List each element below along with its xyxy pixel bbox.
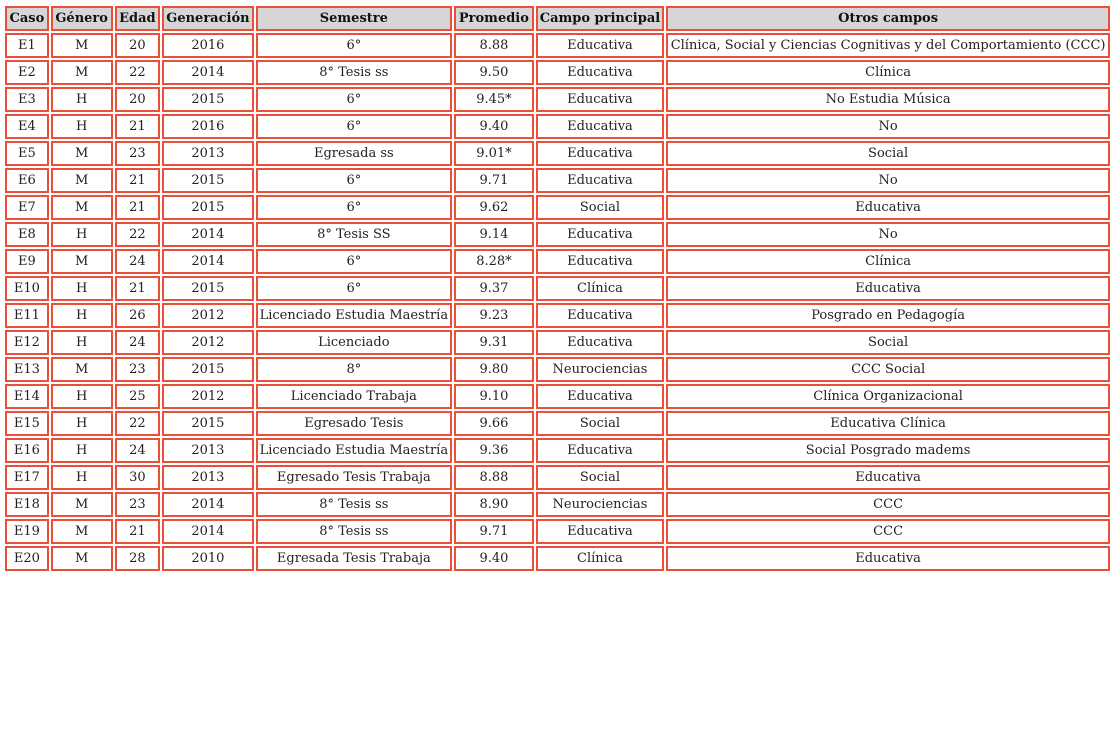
header-promedio: Promedio bbox=[454, 6, 534, 31]
cell-caso: E13 bbox=[5, 357, 49, 382]
table-row bbox=[5, 195, 1110, 220]
table-row bbox=[5, 357, 1110, 382]
cell-semestre: Licenciado Estudia Maestría bbox=[256, 438, 453, 463]
cell-generacion: 2014 bbox=[162, 492, 253, 517]
cell-promedio: 9.36 bbox=[454, 438, 534, 463]
table-container bbox=[3, 4, 1112, 573]
data-table bbox=[3, 4, 1112, 573]
cell-campo-principal: Educativa bbox=[536, 438, 664, 463]
cell-edad: 28 bbox=[115, 546, 161, 571]
cell-otros-campos: Clínica bbox=[666, 60, 1110, 85]
table-row bbox=[5, 168, 1110, 193]
cell-caso: E19 bbox=[5, 519, 49, 544]
cell-genero: H bbox=[51, 222, 113, 247]
cell-campo-principal: Educativa bbox=[536, 114, 664, 139]
cell-generacion: 2015 bbox=[162, 87, 253, 112]
cell-promedio: 9.40 bbox=[454, 546, 534, 571]
cell-edad: 22 bbox=[115, 60, 161, 85]
table-row bbox=[5, 60, 1110, 85]
table-row bbox=[5, 519, 1110, 544]
cell-caso: E20 bbox=[5, 546, 49, 571]
cell-otros-campos: Social Posgrado madems bbox=[666, 438, 1110, 463]
cell-otros-campos: No Estudia Música bbox=[666, 87, 1110, 112]
cell-edad: 22 bbox=[115, 411, 161, 436]
cell-genero: M bbox=[51, 492, 113, 517]
cell-campo-principal: Clínica bbox=[536, 276, 664, 301]
cell-caso: E11 bbox=[5, 303, 49, 328]
cell-generacion: 2012 bbox=[162, 303, 253, 328]
table-row bbox=[5, 330, 1110, 355]
cell-promedio: 9.31 bbox=[454, 330, 534, 355]
cell-caso: E17 bbox=[5, 465, 49, 490]
cell-genero: M bbox=[51, 141, 113, 166]
cell-generacion: 2016 bbox=[162, 114, 253, 139]
cell-otros-campos: Educativa bbox=[666, 276, 1110, 301]
cell-semestre: 6° bbox=[256, 33, 453, 58]
cell-generacion: 2015 bbox=[162, 168, 253, 193]
cell-generacion: 2012 bbox=[162, 330, 253, 355]
table-row bbox=[5, 33, 1110, 58]
cell-promedio: 9.14 bbox=[454, 222, 534, 247]
cell-promedio: 9.50 bbox=[454, 60, 534, 85]
cell-campo-principal: Educativa bbox=[536, 60, 664, 85]
cell-semestre: Egresado Tesis Trabaja bbox=[256, 465, 453, 490]
cell-otros-campos: Posgrado en Pedagogía bbox=[666, 303, 1110, 328]
cell-semestre: Egresado Tesis bbox=[256, 411, 453, 436]
cell-generacion: 2013 bbox=[162, 438, 253, 463]
cell-otros-campos: CCC Social bbox=[666, 357, 1110, 382]
cell-otros-campos: CCC bbox=[666, 519, 1110, 544]
cell-promedio: 9.80 bbox=[454, 357, 534, 382]
table-row bbox=[5, 249, 1110, 274]
cell-semestre: 6° bbox=[256, 87, 453, 112]
cell-semestre: 8° Tesis ss bbox=[256, 60, 453, 85]
cell-caso: E3 bbox=[5, 87, 49, 112]
cell-caso: E5 bbox=[5, 141, 49, 166]
cell-genero: M bbox=[51, 519, 113, 544]
cell-generacion: 2012 bbox=[162, 384, 253, 409]
cell-genero: M bbox=[51, 195, 113, 220]
cell-promedio: 8.90 bbox=[454, 492, 534, 517]
cell-generacion: 2014 bbox=[162, 60, 253, 85]
cell-promedio: 9.45* bbox=[454, 87, 534, 112]
cell-edad: 26 bbox=[115, 303, 161, 328]
cell-campo-principal: Educativa bbox=[536, 330, 664, 355]
header-edad: Edad bbox=[115, 6, 161, 31]
cell-semestre: Licenciado Trabaja bbox=[256, 384, 453, 409]
cell-genero: H bbox=[51, 465, 113, 490]
cell-generacion: 2015 bbox=[162, 357, 253, 382]
cell-otros-campos: Clínica, Social y Ciencias Cognitivas y del Comportamiento (CCC) bbox=[666, 33, 1110, 58]
cell-promedio: 9.62 bbox=[454, 195, 534, 220]
cell-genero: H bbox=[51, 384, 113, 409]
cell-generacion: 2014 bbox=[162, 249, 253, 274]
cell-otros-campos: Social bbox=[666, 330, 1110, 355]
cell-caso: E16 bbox=[5, 438, 49, 463]
cell-edad: 20 bbox=[115, 87, 161, 112]
cell-campo-principal: Neurociencias bbox=[536, 492, 664, 517]
cell-campo-principal: Social bbox=[536, 465, 664, 490]
cell-edad: 21 bbox=[115, 276, 161, 301]
cell-caso: E4 bbox=[5, 114, 49, 139]
cell-caso: E2 bbox=[5, 60, 49, 85]
cell-generacion: 2014 bbox=[162, 222, 253, 247]
cell-genero: M bbox=[51, 546, 113, 571]
cell-campo-principal: Educativa bbox=[536, 168, 664, 193]
header-genero: Género bbox=[51, 6, 113, 31]
cell-generacion: 2010 bbox=[162, 546, 253, 571]
cell-caso: E1 bbox=[5, 33, 49, 58]
cell-genero: M bbox=[51, 33, 113, 58]
cell-edad: 23 bbox=[115, 492, 161, 517]
cell-caso: E12 bbox=[5, 330, 49, 355]
table-row bbox=[5, 114, 1110, 139]
cell-otros-campos: Educativa Clínica bbox=[666, 411, 1110, 436]
cell-semestre: Licenciado bbox=[256, 330, 453, 355]
cell-otros-campos: Educativa bbox=[666, 465, 1110, 490]
cell-semestre: 8° Tesis SS bbox=[256, 222, 453, 247]
header-row bbox=[5, 6, 1110, 31]
cell-campo-principal: Educativa bbox=[536, 33, 664, 58]
table-row bbox=[5, 411, 1110, 436]
table-row bbox=[5, 222, 1110, 247]
cell-promedio: 9.01* bbox=[454, 141, 534, 166]
table-row bbox=[5, 465, 1110, 490]
cell-edad: 24 bbox=[115, 330, 161, 355]
cell-caso: E10 bbox=[5, 276, 49, 301]
cell-caso: E7 bbox=[5, 195, 49, 220]
cell-promedio: 9.71 bbox=[454, 519, 534, 544]
cell-edad: 24 bbox=[115, 438, 161, 463]
cell-edad: 21 bbox=[115, 195, 161, 220]
cell-generacion: 2014 bbox=[162, 519, 253, 544]
cell-edad: 21 bbox=[115, 168, 161, 193]
cell-campo-principal: Educativa bbox=[536, 222, 664, 247]
cell-otros-campos: No bbox=[666, 222, 1110, 247]
cell-genero: H bbox=[51, 114, 113, 139]
cell-caso: E15 bbox=[5, 411, 49, 436]
cell-generacion: 2016 bbox=[162, 33, 253, 58]
cell-genero: M bbox=[51, 60, 113, 85]
cell-edad: 22 bbox=[115, 222, 161, 247]
cell-edad: 30 bbox=[115, 465, 161, 490]
cell-campo-principal: Social bbox=[536, 411, 664, 436]
cell-edad: 23 bbox=[115, 141, 161, 166]
cell-genero: H bbox=[51, 411, 113, 436]
cell-edad: 25 bbox=[115, 384, 161, 409]
cell-campo-principal: Educativa bbox=[536, 87, 664, 112]
cell-campo-principal: Educativa bbox=[536, 384, 664, 409]
cell-genero: M bbox=[51, 357, 113, 382]
cell-promedio: 8.28* bbox=[454, 249, 534, 274]
table-row bbox=[5, 492, 1110, 517]
cell-otros-campos: No bbox=[666, 168, 1110, 193]
table-row bbox=[5, 438, 1110, 463]
cell-promedio: 9.23 bbox=[454, 303, 534, 328]
cell-edad: 20 bbox=[115, 33, 161, 58]
cell-semestre: 8° bbox=[256, 357, 453, 382]
cell-promedio: 8.88 bbox=[454, 33, 534, 58]
cell-caso: E9 bbox=[5, 249, 49, 274]
cell-otros-campos: Educativa bbox=[666, 195, 1110, 220]
cell-edad: 24 bbox=[115, 249, 161, 274]
cell-promedio: 9.37 bbox=[454, 276, 534, 301]
table-row bbox=[5, 141, 1110, 166]
cell-promedio: 9.10 bbox=[454, 384, 534, 409]
cell-otros-campos: CCC bbox=[666, 492, 1110, 517]
cell-generacion: 2013 bbox=[162, 141, 253, 166]
cell-genero: H bbox=[51, 438, 113, 463]
cell-campo-principal: Social bbox=[536, 195, 664, 220]
header-caso: Caso bbox=[5, 6, 49, 31]
cell-semestre: 8° Tesis ss bbox=[256, 492, 453, 517]
cell-generacion: 2015 bbox=[162, 276, 253, 301]
table-row bbox=[5, 384, 1110, 409]
cell-generacion: 2015 bbox=[162, 411, 253, 436]
cell-edad: 21 bbox=[115, 519, 161, 544]
cell-genero: M bbox=[51, 249, 113, 274]
header-semestre: Semestre bbox=[256, 6, 453, 31]
cell-otros-campos: Clínica bbox=[666, 249, 1110, 274]
cell-caso: E14 bbox=[5, 384, 49, 409]
cell-semestre: 8° Tesis ss bbox=[256, 519, 453, 544]
cell-edad: 21 bbox=[115, 114, 161, 139]
cell-campo-principal: Educativa bbox=[536, 249, 664, 274]
cell-semestre: Egresada Tesis Trabaja bbox=[256, 546, 453, 571]
cell-genero: M bbox=[51, 168, 113, 193]
cell-campo-principal: Educativa bbox=[536, 141, 664, 166]
cell-semestre: Licenciado Estudia Maestría bbox=[256, 303, 453, 328]
cell-otros-campos: Clínica Organizacional bbox=[666, 384, 1110, 409]
cell-otros-campos: Social bbox=[666, 141, 1110, 166]
cell-generacion: 2013 bbox=[162, 465, 253, 490]
cell-semestre: 6° bbox=[256, 195, 453, 220]
table-row bbox=[5, 546, 1110, 571]
cell-semestre: 6° bbox=[256, 276, 453, 301]
cell-edad: 23 bbox=[115, 357, 161, 382]
header-generacion: Generación bbox=[162, 6, 253, 31]
cell-promedio: 9.66 bbox=[454, 411, 534, 436]
cell-semestre: 6° bbox=[256, 249, 453, 274]
header-otros-campos: Otros campos bbox=[666, 6, 1110, 31]
cell-genero: H bbox=[51, 87, 113, 112]
cell-semestre: Egresada ss bbox=[256, 141, 453, 166]
table-row bbox=[5, 303, 1110, 328]
cell-caso: E18 bbox=[5, 492, 49, 517]
table-row bbox=[5, 276, 1110, 301]
cell-generacion: 2015 bbox=[162, 195, 253, 220]
cell-caso: E8 bbox=[5, 222, 49, 247]
cell-semestre: 6° bbox=[256, 168, 453, 193]
cell-caso: E6 bbox=[5, 168, 49, 193]
cell-promedio: 9.40 bbox=[454, 114, 534, 139]
cell-otros-campos: Educativa bbox=[666, 546, 1110, 571]
cell-genero: H bbox=[51, 330, 113, 355]
cell-campo-principal: Educativa bbox=[536, 519, 664, 544]
cell-campo-principal: Neurociencias bbox=[536, 357, 664, 382]
cell-promedio: 8.88 bbox=[454, 465, 534, 490]
cell-campo-principal: Educativa bbox=[536, 303, 664, 328]
table-body bbox=[5, 33, 1110, 571]
header-campo-principal: Campo principal bbox=[536, 6, 664, 31]
cell-semestre: 6° bbox=[256, 114, 453, 139]
table-row bbox=[5, 87, 1110, 112]
cell-campo-principal: Clínica bbox=[536, 546, 664, 571]
cell-genero: H bbox=[51, 303, 113, 328]
cell-genero: H bbox=[51, 276, 113, 301]
cell-promedio: 9.71 bbox=[454, 168, 534, 193]
cell-otros-campos: No bbox=[666, 114, 1110, 139]
